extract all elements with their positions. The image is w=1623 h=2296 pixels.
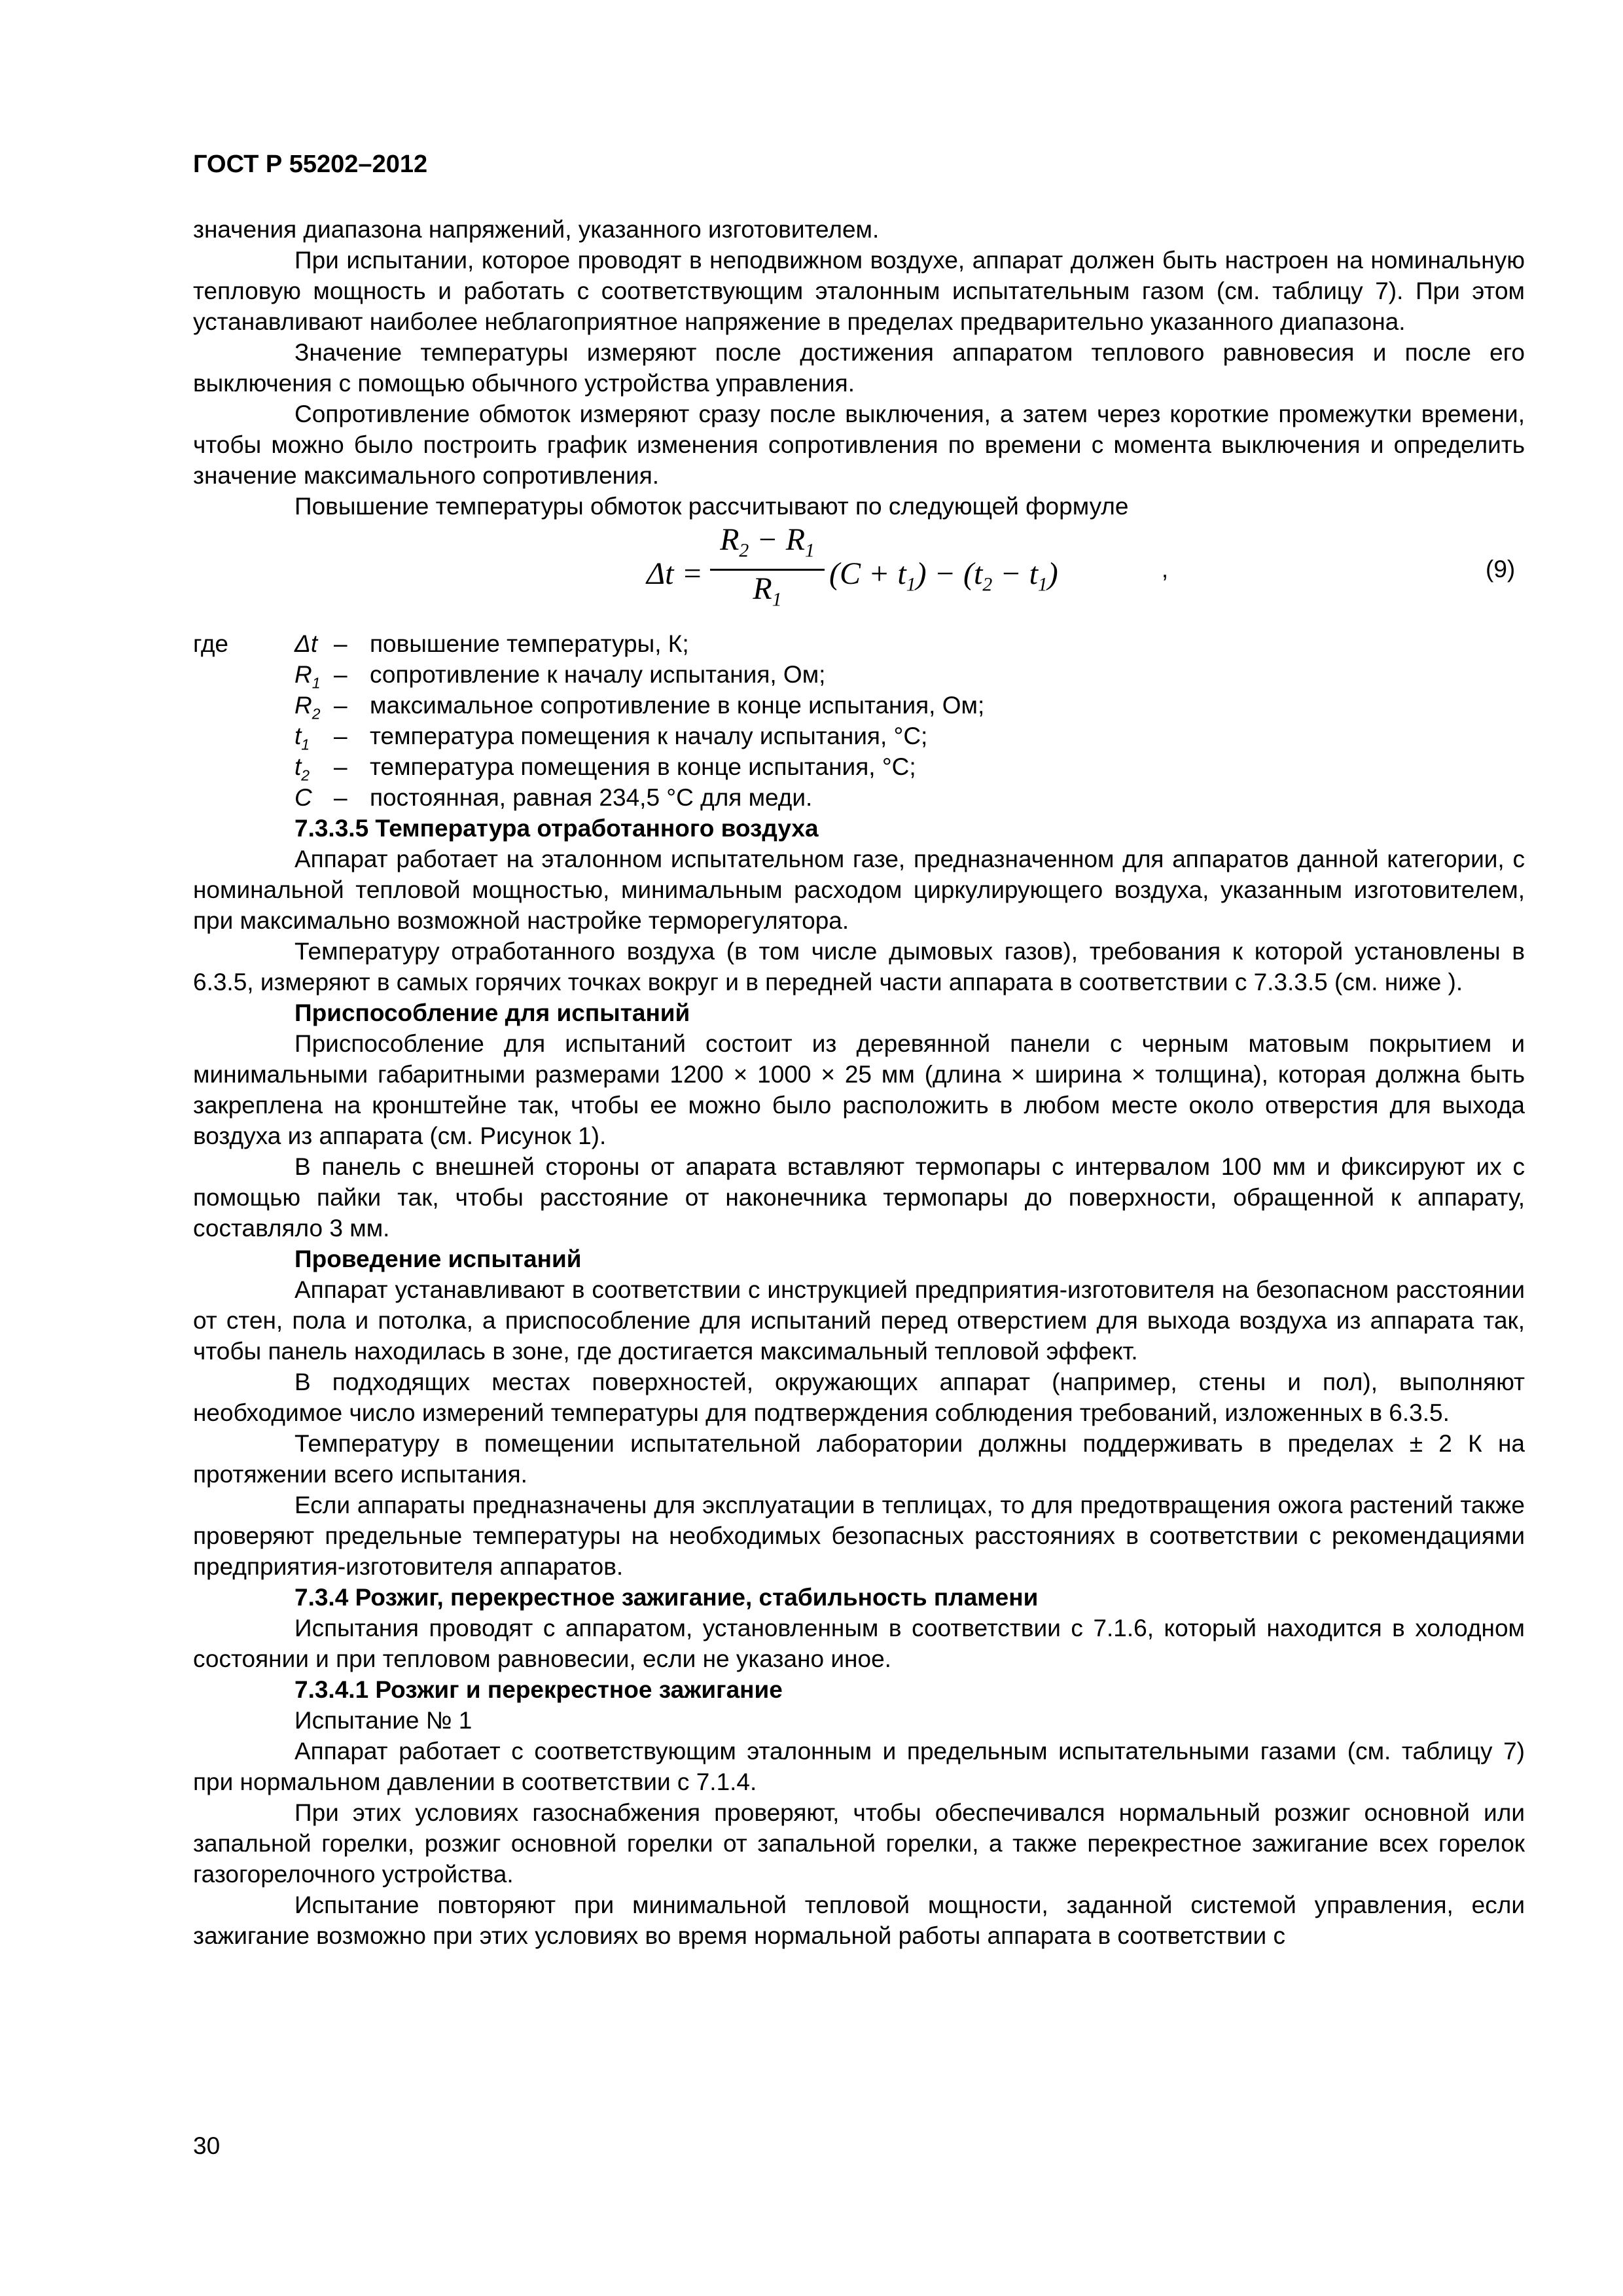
paragraph: Приспособление для испытаний состоит из деревянной панели с черным матовым покрытием и минимальными габаритными размерами 1200 × 1000 × 25 мм (длина × ширина × толщина), которая должна быть закреплена на кронштейне так, чтобы ее можно было расположить в любом месте около отверстия для выхода воздуха из аппарата (см. Рисунок 1). bbox=[193, 1030, 1525, 1149]
symbol-subscript: 1 bbox=[301, 736, 310, 753]
paragraph: Повышение температуры обмоток рассчитывают по следующей формуле bbox=[294, 493, 1129, 520]
legend-row bbox=[193, 721, 1525, 751]
paragraph: Аппарат работает с соответствующим эталонным и предельным испытательными газами (см. таблицу 7) при нормальном давлении в соответствии с 7.1.4. bbox=[193, 1738, 1525, 1795]
legend-dash: – bbox=[334, 661, 348, 688]
legend-description: повышение температуры, К; bbox=[370, 630, 689, 657]
legend-description: температура помещения в конце испытания, °С; bbox=[370, 753, 916, 780]
formula-denominator bbox=[710, 571, 825, 615]
symbol-letter: t bbox=[294, 723, 302, 749]
section-heading: Приспособление для испытаний bbox=[294, 999, 690, 1026]
legend-dash: – bbox=[334, 753, 348, 780]
section-heading: 7.3.3.5 Температура отработанного воздуха bbox=[294, 815, 819, 842]
paragraph: Значение температуры измеряют после достижения аппаратом теплового равновесия и после его выключения с помощью обычного устройства управления. bbox=[193, 339, 1525, 397]
symbol-subscript: 2 bbox=[312, 705, 321, 723]
paragraph: Если аппараты предназначены для эксплуатации в теплицах, то для предотвращения ожога растений также проверяют предельные температуры на необходимых безопасных расстояниях в соответствии с рекомендациями предприятия-изготовителя аппаратов. bbox=[193, 1492, 1525, 1580]
formula-part: ) bbox=[1047, 556, 1058, 591]
legend-row bbox=[193, 782, 1525, 813]
legend-description: сопротивление к началу испытания, Ом; bbox=[370, 661, 826, 688]
where-label: где bbox=[193, 630, 229, 657]
paragraph: Температуру отработанного воздуха (в том числе дымовых газов), требования к которой установлены в 6.3.5, измеряют в самых горячих точках вокруг и в передней части аппарата в соответствии с 7.3.3.5 (см. ниже ). bbox=[193, 938, 1525, 996]
formula-part: (C + t bbox=[829, 556, 906, 591]
paragraph: Аппарат работает на эталонном испытательном газе, предназначенном для аппаратов данной категории, с номинальной тепловой мощностью, минимальным расходом циркулирующего воздуха, указанным изготовителем, при максимально возможной настройке терморегулятора. bbox=[193, 846, 1525, 934]
section-heading: Проведение испытаний bbox=[294, 1246, 582, 1272]
paragraph: При испытании, которое проводят в неподвижном воздухе, аппарат должен быть настроен на номинальную тепловую мощность и работать с соответствующим эталонным испытательным газом (см. таблицу 7). При этом устанавливают наиболее неблагоприятное напряжение в пределах предварительно указанного диапазона. bbox=[193, 247, 1525, 335]
paragraph: Температуру в помещении испытательной лаборатории должны поддерживать в пределах ± 2 К на протяжении всего испытания. bbox=[193, 1430, 1525, 1488]
formula-symbol: R bbox=[785, 522, 806, 557]
legend-row bbox=[193, 690, 1525, 721]
section-heading: 7.3.4 Розжиг, перекрестное зажигание, стабильность пламени bbox=[294, 1584, 1039, 1611]
formula-operator: − bbox=[749, 522, 786, 557]
formula-subscript: 1 bbox=[906, 573, 916, 596]
paragraph: Испытания проводят с аппаратом, установленным в соответствии с 7.1.6, который находится в холодном состоянии и при тепловом равновесии, если не указано иное. bbox=[193, 1615, 1525, 1672]
formula-comma: , bbox=[1162, 556, 1169, 583]
where-legend bbox=[193, 628, 1525, 813]
legend-symbol bbox=[294, 628, 317, 659]
page-number: 30 bbox=[193, 2132, 221, 2159]
legend-dash: – bbox=[334, 630, 348, 657]
document-body bbox=[193, 214, 1525, 1951]
formula-subscript: 1 bbox=[772, 588, 782, 611]
paragraph: В подходящих местах поверхностей, окружающих аппарат (например, стены и пол), выполняют необходимое число измерений температуры для подтверждения соблюдения требований, изложенных в 6.3.5. bbox=[193, 1369, 1525, 1426]
formula-lhs: Δt = bbox=[647, 556, 703, 591]
document-header: ГОСТ Р 55202–2012 bbox=[193, 151, 428, 178]
legend-dash: – bbox=[334, 784, 348, 811]
legend-dash: – bbox=[334, 723, 348, 749]
section-heading: 7.3.4.1 Розжиг и перекрестное зажигание bbox=[294, 1676, 783, 1703]
formula-symbol: R bbox=[720, 522, 740, 557]
legend-dash: – bbox=[334, 692, 348, 719]
formula-rhs bbox=[829, 558, 1058, 600]
formula-fraction bbox=[710, 524, 825, 615]
symbol-letter: R bbox=[294, 661, 312, 688]
formula-part: ) − (t bbox=[916, 556, 983, 591]
paragraph: Аппарат устанавливают в соответствии с инструкцией предприятия-изготовителя на безопасном расстоянии от стен, пола и потолка, а приспособление для испытаний перед отверстием для выхода воздуха из аппарата так, чтобы панель находилась в зоне, где достигается максимальный тепловой эффект. bbox=[193, 1276, 1525, 1365]
legend-description: температура помещения к началу испытания, °С; bbox=[370, 723, 928, 749]
legend-row bbox=[193, 659, 1525, 690]
formula-symbol: R bbox=[753, 571, 772, 606]
legend-row bbox=[193, 628, 1525, 659]
page bbox=[193, 151, 1525, 1951]
formula-numerator bbox=[710, 524, 825, 569]
symbol-letter: Δt bbox=[294, 630, 318, 657]
formula-subscript: 2 bbox=[982, 573, 993, 596]
paragraph: значения диапазона напряжений, указанного изготовителем. bbox=[193, 216, 880, 243]
legend-description: постоянная, равная 234,5 °С для меди. bbox=[370, 784, 813, 811]
formula-part: − t bbox=[992, 556, 1038, 591]
paragraph: При этих условиях газоснабжения проверяют, чтобы обеспечивался нормальный розжиг основной или запальной горелки, розжиг основной горелки от запальной горелки, а также перекрестное зажигание всех горелок газогорелочного устройства. bbox=[193, 1799, 1525, 1888]
symbol-letter: R bbox=[294, 692, 312, 719]
formula-subscript: 2 bbox=[739, 539, 749, 562]
paragraph: Испытание № 1 bbox=[294, 1707, 473, 1734]
legend-symbol bbox=[294, 782, 312, 813]
symbol-subscript: 1 bbox=[312, 674, 321, 692]
symbol-subscript: 2 bbox=[301, 766, 310, 784]
legend-description: максимальное сопротивление в конце испытания, Ом; bbox=[370, 692, 985, 719]
legend-row bbox=[193, 751, 1525, 782]
paragraph: Сопротивление обмоток измеряют сразу после выключения, а затем через короткие промежутки времени, чтобы можно было построить график изменения сопротивления по времени с момента выключения и определить значение максимального сопротивления. bbox=[193, 401, 1525, 489]
symbol-letter: t bbox=[294, 753, 302, 780]
formula-9 bbox=[193, 524, 1525, 626]
formula-subscript: 1 bbox=[1037, 573, 1048, 596]
formula-subscript: 1 bbox=[805, 539, 815, 562]
paragraph: Испытание повторяют при минимальной тепловой мощности, заданной системой управления, если зажигание возможно при этих условиях во время нормальной работы аппарата в соответствии с bbox=[193, 1892, 1525, 1949]
paragraph: В панель с внешней стороны от апарата вставляют термопары с интервалом 100 мм и фиксируют их с помощью пайки так, чтобы расстояние от наконечника термопары до поверхности, обращенной к аппарату, составляло 3 мм. bbox=[193, 1153, 1525, 1242]
symbol-letter: C bbox=[294, 784, 312, 811]
formula-number: (9) bbox=[1486, 556, 1516, 583]
